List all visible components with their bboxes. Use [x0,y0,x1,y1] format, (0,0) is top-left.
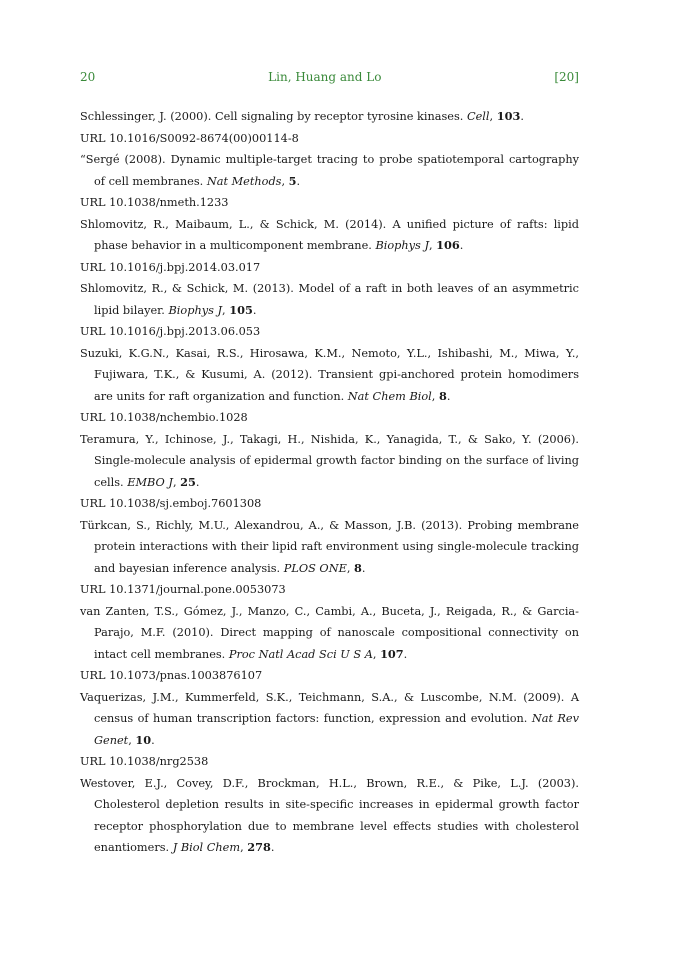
journal-name: Proc Natl Acad Sci U S A [228,647,373,661]
reference-text: Vaquerizas, J.M., Kummerfeld, S.K., Teichmann, S.A., & Luscombe, N.M. (2009). A census of human transcription factors: function, expression and evolution. [80,690,579,725]
journal-name: PLOS ONE [283,561,347,575]
volume: 8 [354,560,362,575]
separator: , [428,239,437,252]
running-title: Lin, Huang and Lo [268,70,382,84]
reference-entry [80,149,579,192]
separator: , [281,174,289,188]
separator: , [240,841,248,854]
terminator: . [151,733,155,747]
journal-name: Biophys J [168,303,223,317]
terminator: . [270,841,275,854]
reference-entry [80,278,579,321]
journal-name: Nat Rev Genet [94,712,579,747]
separator: , [372,647,381,661]
separator: , [431,389,439,403]
separator: , [172,475,181,489]
terminator: . [361,561,366,575]
terminator: . [403,647,408,661]
reference-url: URL 10.1016/j.bpj.2013.06.053 [80,325,261,338]
reference-url: URL 10.1038/nrg2538 [80,755,209,768]
journal-name: Nat Methods [206,174,282,188]
separator: , [222,303,230,317]
reference-text: Shlomovitz, R., & Schick, M. (2013). Model of a raft in both leaves of an asymmetric lipid bilayer. [80,282,579,317]
volume: 10 [135,732,152,747]
reference-entry [80,773,579,859]
reference-url: URL 10.1016/S0092-8674(00)00114-8 [80,131,299,145]
reference-text: Türkcan, S., Richly, M.U., Alexandrou, A., & Masson, J.B. (2013). Probing membrane protein interactions with their lipid raft environment using single-molecule tracking and bayesian inference analysis. [80,518,579,575]
terminator: . [520,110,524,123]
journal-name: Nat Chem Biol [347,389,432,403]
volume: 103 [496,109,521,123]
reference-text: Suzuki, K.G.N., Kasai, R.S., Hirosawa, K.M., Nemoto, Y.L., Ishibashi, M., Miwa, Y., Fujiwara, T.K., & Kusumi, A. (2012). Transient gpi-anchored protein homodimers are units for raft organization and function. [80,346,579,403]
terminator: . [446,389,451,403]
reference-url: URL 10.1016/j.bpj.2014.03.017 [80,260,261,274]
reference-entry [80,601,579,666]
reference-text: Westover, E.J., Covey, D.F., Brockman, H.L., Brown, R.E., & Pike, L.J. (2003). Cholesterol depletion results in site-specific increases in epidermal growth factor receptor phosphorylation due to membrane level effects studies with cholesterol enantiomers. [80,776,579,854]
volume: 278 [247,840,271,854]
volume: 105 [229,302,253,317]
journal-name: Cell [466,110,490,123]
journal-name: Biophys J [375,239,429,252]
terminator: . [252,303,257,317]
volume: 107 [380,646,404,661]
volume: 5 [288,173,297,188]
reference-url: URL 10.1038/sj.emboj.7601308 [80,497,262,510]
journal-name: J Biol Chem [172,841,241,854]
terminator: . [195,475,200,489]
reference-text: “Sergé (2008). Dynamic multiple-target tracing to probe spatiotemporal cartography of cell membranes. [80,153,579,188]
separator: , [128,733,136,747]
reference-url: URL 10.1038/nchembio.1028 [80,411,248,424]
reference-text: van Zanten, T.S., Gómez, J., Manzo, C., Cambi, A., Buceta, J., Reigada, R., & Garcia-Parajo, M.F. (2010). Direct mapping of nanoscale compositional connectivity on intact cell membranes. [80,604,579,661]
volume: 8 [438,388,447,403]
reference-entry [80,214,579,257]
reference-url: URL 10.1038/nmeth.1233 [80,196,229,209]
page [80,70,579,859]
reference-url: URL 10.1371/journal.pone.0053073 [80,583,286,596]
reference-entry [80,106,579,128]
volume: 25 [180,474,196,489]
terminator: . [459,239,464,252]
terminator: . [296,174,301,188]
reference-text: Shlomovitz, R., Maibaum, L., & Schick, M. (2014). A unified picture of rafts: lipid phase behavior in a multicomponent membrane. [80,217,579,252]
reference-text: Schlessinger, J. (2000). Cell signaling by receptor tyrosine kinases. [80,110,467,123]
separator: , [346,561,355,575]
separator: , [489,110,497,123]
page-number: 20 [80,70,96,84]
reference-entry [80,343,579,408]
reference-text: Teramura, Y., Ichinose, J., Takagi, H., Nishida, K., Yanagida, T., & Sako, Y. (2006). Single-molecule analysis of epidermal growth factor binding on the surface of living cells. [80,432,579,489]
volume: 106 [436,238,460,252]
reference-entry [80,687,579,752]
page-header [80,70,579,92]
reference-entry [80,429,579,494]
journal-name: EMBO J [127,475,173,489]
bracket-number: [20] [554,70,579,84]
reference-entry [80,515,579,580]
reference-list [80,106,579,859]
reference-url: URL 10.1073/pnas.1003876107 [80,669,263,682]
